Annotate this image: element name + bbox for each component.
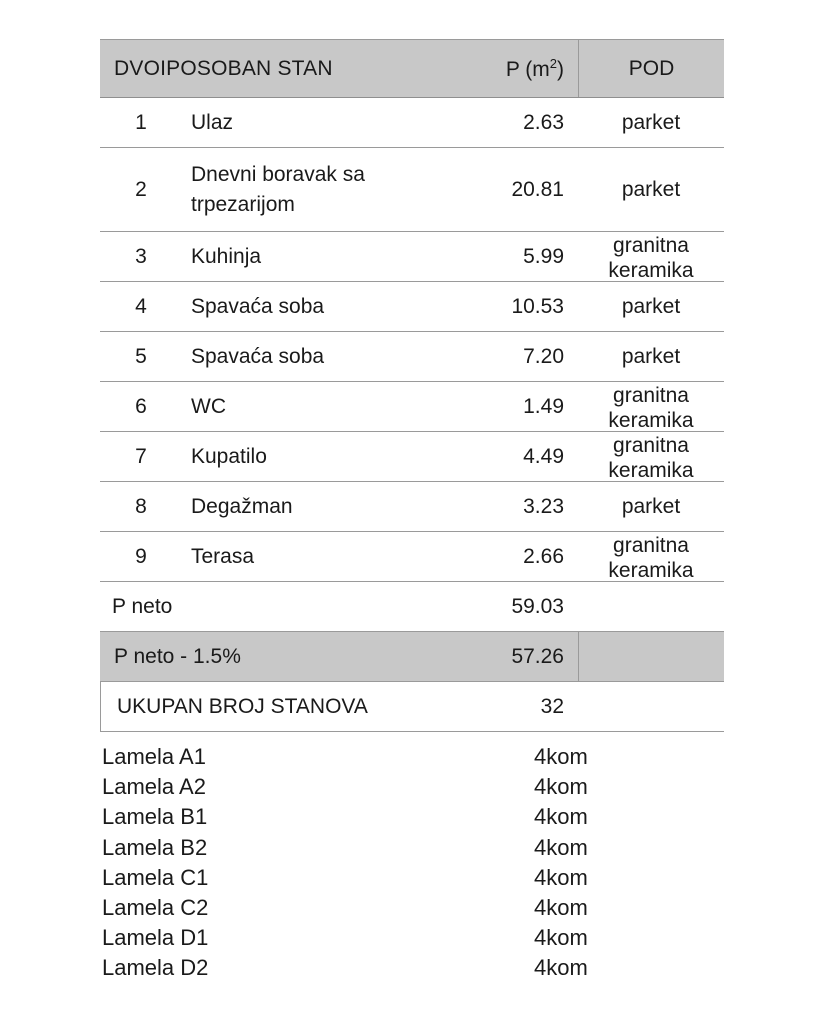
room-name: WC [191, 394, 226, 418]
list-item [102, 833, 622, 863]
room-area: 2.63 [523, 110, 564, 134]
room-name: Spavaća soba [191, 294, 325, 318]
room-area: 20.81 [511, 177, 564, 201]
room-name: Terasa [191, 544, 255, 568]
room-area: 1.49 [523, 394, 564, 418]
apartment-area-table [100, 39, 724, 732]
lamela-name: Lamela C1 [102, 864, 209, 890]
lamela-quantity: 4kom [534, 834, 588, 860]
lamela-name: Lamela A1 [102, 744, 206, 770]
room-number: 6 [135, 394, 147, 418]
lamela-name: Lamela D1 [102, 925, 209, 951]
room-floor: granitna keramika [608, 533, 694, 582]
lamela-name: Lamela C2 [102, 895, 209, 921]
table-row [100, 532, 724, 582]
total-apartments-label: UKUPAN BROJ STANOVA [117, 694, 368, 718]
table-row [100, 232, 724, 282]
floor-column-header: POD [578, 40, 724, 97]
table-row [100, 148, 724, 232]
list-item [102, 802, 622, 832]
room-area: 10.53 [511, 294, 564, 318]
p-neto-label: P neto [112, 594, 173, 618]
room-area: 3.23 [523, 494, 564, 518]
table-row [100, 432, 724, 482]
table-row [100, 482, 724, 532]
room-floor: granitna keramika [608, 383, 694, 432]
lamela-quantity: 4kom [534, 895, 588, 921]
room-number: 3 [135, 244, 147, 268]
table-row [100, 332, 724, 382]
lamela-quantity: 4kom [534, 864, 588, 890]
list-item [102, 863, 622, 893]
room-area: 4.49 [523, 444, 564, 468]
room-name: Kuhinja [191, 244, 262, 268]
room-number: 1 [135, 110, 147, 134]
empty-floor-cell [578, 632, 724, 681]
room-area: 2.66 [523, 544, 564, 568]
total-apartments-value: 32 [540, 694, 564, 718]
room-floor: granitna keramika [608, 233, 694, 282]
table-row [100, 282, 724, 332]
table-row [100, 382, 724, 432]
table-row [100, 98, 724, 148]
lamela-quantity: 4kom [534, 925, 588, 951]
list-item [102, 772, 622, 802]
room-floor: granitna keramika [608, 433, 694, 482]
lamela-name: Lamela A2 [102, 774, 206, 800]
list-item [102, 953, 622, 983]
room-number: 5 [135, 344, 147, 368]
apartment-type-title: DVOIPOSOBAN STAN [114, 56, 333, 80]
room-name: Dnevni boravak sa trpezarijom [191, 162, 365, 216]
lamela-name: Lamela B2 [102, 834, 208, 860]
lamela-name: Lamela B1 [102, 804, 208, 830]
room-name: Degažman [191, 494, 293, 518]
room-number: 9 [135, 544, 147, 568]
lamela-name: Lamela D2 [102, 955, 209, 981]
lamela-quantity: 4kom [534, 955, 588, 981]
room-floor: parket [621, 111, 681, 134]
room-number: 2 [135, 177, 147, 201]
room-area: 5.99 [523, 244, 564, 268]
p-neto-reduced-label: P neto - 1.5% [114, 644, 241, 668]
p-neto-row [100, 582, 724, 632]
area-column-header: P $(m^2)$ [505, 55, 564, 81]
room-floor: parket [621, 345, 681, 368]
p-neto-reduced-row [100, 632, 724, 682]
list-item [102, 893, 622, 923]
table-header [100, 39, 724, 98]
room-number: 4 [135, 294, 147, 318]
list-item [102, 923, 622, 953]
lamela-quantity: 4kom [534, 774, 588, 800]
list-item [102, 742, 622, 772]
room-name: Ulaz [191, 110, 234, 134]
room-name: Kupatilo [191, 444, 267, 468]
p-neto-value: 59.03 [511, 594, 564, 618]
p-neto-reduced-value: 57.26 [511, 644, 564, 668]
room-floor: parket [621, 495, 681, 518]
room-area: 7.20 [523, 344, 564, 368]
room-number: 7 [135, 444, 147, 468]
room-floor: parket [621, 178, 681, 201]
room-floor: parket [621, 295, 681, 318]
room-name: Spavaća soba [191, 344, 325, 368]
lamela-quantity: 4kom [534, 804, 588, 830]
lamela-quantity: 4kom [534, 744, 588, 770]
total-apartments-row [100, 682, 724, 732]
lamela-list [102, 742, 622, 984]
room-number: 8 [135, 494, 147, 518]
